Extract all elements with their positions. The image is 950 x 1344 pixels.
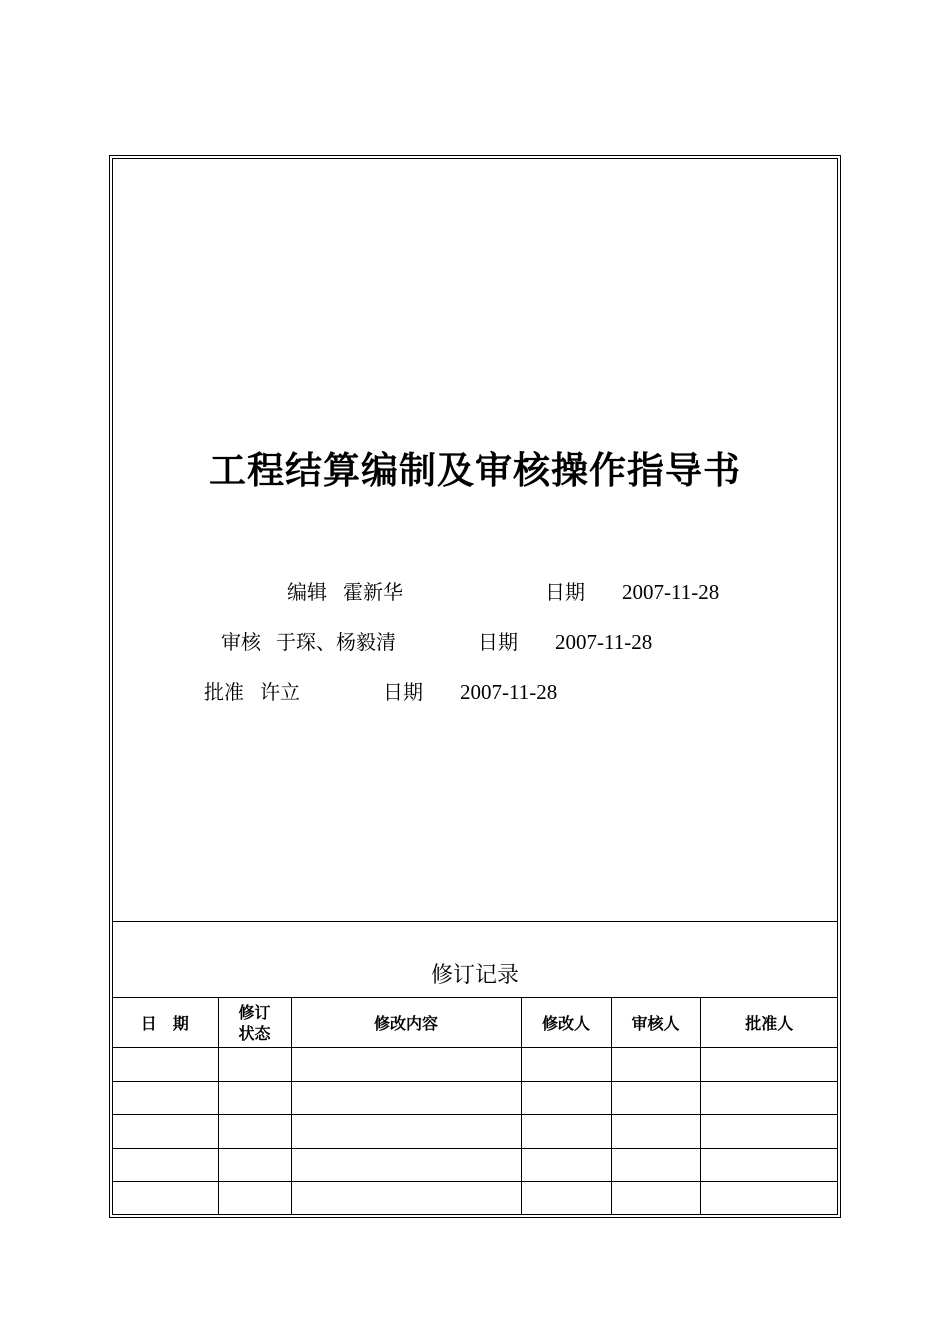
table-cell — [611, 1115, 700, 1149]
table-cell — [700, 1048, 838, 1082]
table-row — [112, 1148, 838, 1182]
signoff-names: 于琛、杨毅清 — [276, 630, 396, 654]
table-cell — [291, 1115, 521, 1149]
table-cell — [291, 1081, 521, 1115]
table-cell — [218, 1148, 291, 1182]
table-cell — [611, 1182, 700, 1215]
table-cell — [700, 1081, 838, 1115]
signoff-role: 编辑 — [287, 580, 327, 604]
table-cell — [218, 1182, 291, 1215]
table-cell — [112, 1048, 218, 1082]
signoff-date: 2007-11-28 — [460, 680, 558, 704]
table-cell — [218, 1048, 291, 1082]
table-cell — [112, 1115, 218, 1149]
table-cell — [112, 1182, 218, 1215]
table-cell — [112, 1081, 218, 1115]
signoff-date: 2007-11-28 — [555, 630, 653, 654]
table-cell — [291, 1148, 521, 1182]
column-header-content: 修改内容 — [291, 998, 521, 1048]
column-header-date: 日 期 — [112, 998, 218, 1048]
table-cell — [700, 1182, 838, 1215]
table-row — [112, 1081, 838, 1115]
revision-table — [112, 997, 838, 1215]
table-cell — [521, 1148, 611, 1182]
table-cell — [521, 1048, 611, 1082]
table-header-row — [112, 998, 838, 1048]
table-row — [112, 1115, 838, 1149]
column-header-modifier: 修改人 — [521, 998, 611, 1048]
table-cell — [611, 1048, 700, 1082]
table-cell — [700, 1115, 838, 1149]
signoff-reviewer — [0, 628, 950, 656]
signoff-date-label: 日期 — [545, 580, 585, 604]
column-header-reviewer: 审核人 — [611, 998, 700, 1048]
table-cell — [700, 1148, 838, 1182]
revision-record-title: 修订记录 — [430, 963, 519, 988]
table-cell — [218, 1081, 291, 1115]
table-cell — [521, 1081, 611, 1115]
signoff-role: 批准 — [204, 680, 244, 704]
signoff-editor — [0, 578, 950, 606]
signoff-role: 审核 — [221, 630, 261, 654]
signoff-names: 霍新华 — [343, 580, 403, 604]
table-cell — [112, 1148, 218, 1182]
signoff-approver — [0, 678, 950, 706]
table-cell — [291, 1182, 521, 1215]
table-cell — [611, 1148, 700, 1182]
table-cell — [521, 1182, 611, 1215]
column-header-revision-status — [218, 998, 291, 1048]
table-row — [112, 1182, 838, 1215]
column-header-line: 修订 — [238, 1002, 271, 1022]
signoff-date-label: 日期 — [383, 680, 423, 704]
signoff-date-label: 日期 — [478, 630, 518, 654]
column-header-line: 状态 — [238, 1023, 271, 1043]
table-cell — [521, 1115, 611, 1149]
signoff-date: 2007-11-28 — [622, 580, 720, 604]
signoff-names: 许立 — [260, 680, 300, 704]
column-header-approver: 批准人 — [700, 998, 838, 1048]
section-divider — [112, 921, 838, 922]
table-row — [112, 1048, 838, 1082]
table-cell — [218, 1115, 291, 1149]
document-title: 工程结算编制及审核操作指导书 — [209, 449, 741, 492]
table-cell — [291, 1048, 521, 1082]
table-cell — [611, 1081, 700, 1115]
